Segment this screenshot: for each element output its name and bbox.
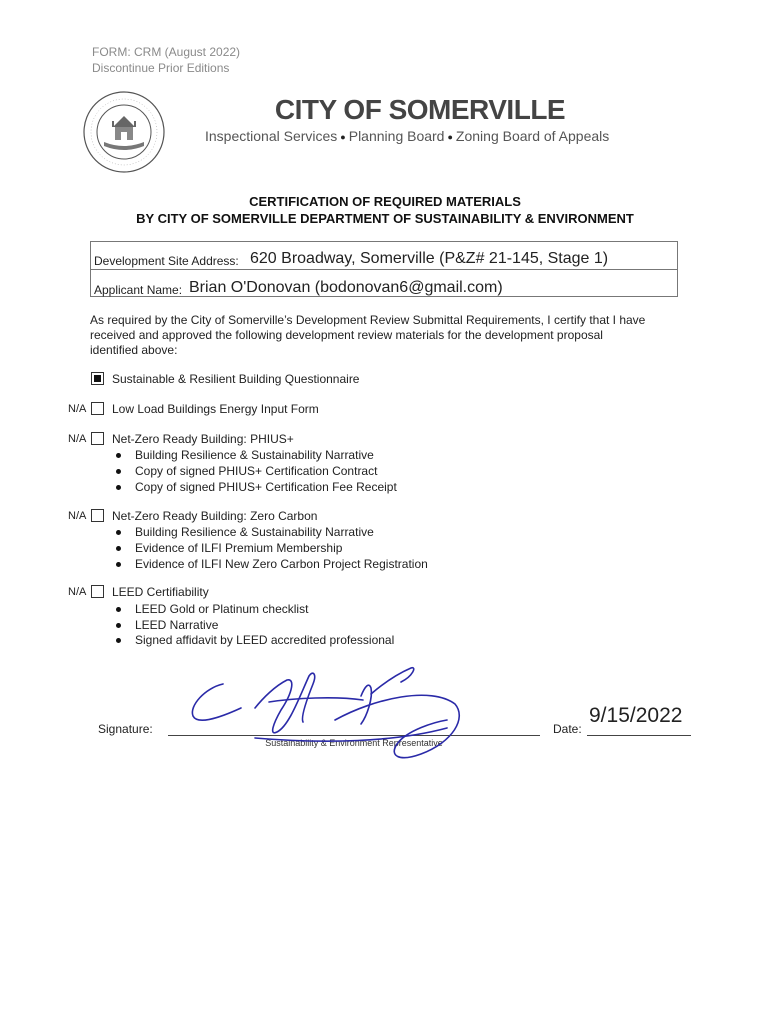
list-item (113, 448, 374, 462)
bullet-icon (116, 546, 121, 551)
list-item (113, 464, 377, 478)
statement-line: As required by the City of Somerville’s Development Review Submittal Requirements, I certify that I have (90, 313, 646, 327)
list-item (113, 618, 218, 632)
sub-item-label: Building Resilience & Sustainability Narrative (135, 525, 374, 539)
department-planning: Planning Board (348, 128, 445, 144)
city-seal-icon (82, 90, 166, 174)
applicant-info-box (90, 241, 678, 297)
date-label: Date: (553, 722, 582, 736)
form-meta (92, 44, 240, 76)
na-marker: N/A (68, 403, 87, 415)
bullet-icon (116, 623, 121, 628)
questionnaire-checkbox[interactable] (91, 372, 104, 385)
bullet-icon: ● (340, 132, 346, 143)
statement-line: received and approved the following development review materials for the development proposal (90, 328, 603, 342)
zero-carbon-checkbox[interactable] (91, 509, 104, 522)
list-item (113, 541, 342, 555)
item-label: LEED Certifiability (112, 585, 209, 599)
certification-title: CERTIFICATION OF REQUIRED MATERIALS (249, 194, 521, 209)
bullet-icon (116, 485, 121, 490)
form-id: FORM: CRM (August 2022) (92, 45, 241, 59)
city-title: CITY OF SOMERVILLE (274, 94, 566, 125)
certification-subtitle: BY CITY OF SOMERVILLE DEPARTMENT OF SUSTAINABILITY & ENVIRONMENT (136, 211, 634, 226)
item-label: Net-Zero Ready Building: Zero Carbon (112, 509, 318, 523)
date-line (587, 735, 691, 736)
list-item (113, 557, 428, 571)
checklist-item (0, 585, 770, 603)
sub-item-label: LEED Gold or Platinum checklist (135, 602, 309, 616)
list-item (113, 480, 397, 494)
na-marker: N/A (68, 586, 87, 598)
sub-item-label: Evidence of ILFI Premium Membership (135, 541, 343, 555)
sub-item-label: Signed affidavit by LEED accredited professional (135, 633, 395, 647)
applicant-row (91, 270, 677, 298)
address-label: Development Site Address: (94, 254, 239, 268)
leed-checkbox[interactable] (91, 585, 104, 598)
item-label: Net-Zero Ready Building: PHIUS+ (112, 432, 294, 446)
item-label: Sustainable & Resilient Building Questionnaire (112, 372, 360, 386)
department-zoning: Zoning Board of Appeals (455, 128, 610, 144)
na-marker: N/A (68, 433, 87, 445)
department-list (205, 128, 645, 144)
date-field[interactable]: 9/15/2022 (589, 704, 683, 727)
sub-item-label: Building Resilience & Sustainability Narrative (135, 448, 374, 462)
applicant-field[interactable]: Brian O'Donovan (bodonovan6@gmail.com) (189, 279, 503, 296)
applicant-label: Applicant Name: (94, 283, 183, 297)
bullet-icon: ● (447, 132, 453, 143)
address-row (91, 242, 677, 270)
list-item (113, 525, 374, 539)
phius-checkbox[interactable] (91, 432, 104, 445)
checklist-item (0, 372, 770, 390)
address-field[interactable]: 620 Broadway, Somerville (P&Z# 21-145, Stage 1) (250, 250, 609, 267)
signature-label: Signature: (98, 722, 153, 736)
bullet-icon (116, 530, 121, 535)
list-item (113, 602, 308, 616)
item-label: Low Load Buildings Energy Input Form (112, 402, 319, 416)
form-edition-note: Discontinue Prior Editions (92, 61, 230, 75)
sub-item-label: LEED Narrative (135, 618, 219, 632)
list-item (113, 633, 394, 647)
bullet-icon (116, 562, 121, 567)
sub-item-label: Evidence of ILFI New Zero Carbon Project Registration (135, 557, 428, 571)
handwritten-signature (185, 658, 465, 768)
sub-item-label: Copy of signed PHIUS+ Certification Fee Receipt (135, 480, 397, 494)
bullet-icon (116, 453, 121, 458)
statement-line: identified above: (90, 343, 178, 357)
sub-item-label: Copy of signed PHIUS+ Certification Contract (135, 464, 378, 478)
checklist-item (0, 402, 770, 420)
na-marker: N/A (68, 510, 87, 522)
bullet-icon (116, 607, 121, 612)
signature-caption: Sustainability & Environment Representative (265, 738, 443, 748)
bullet-icon (116, 469, 121, 474)
low-load-checkbox[interactable] (91, 402, 104, 415)
certification-statement (90, 313, 690, 358)
bullet-icon (116, 638, 121, 643)
department-inspectional: Inspectional Services (205, 128, 338, 144)
